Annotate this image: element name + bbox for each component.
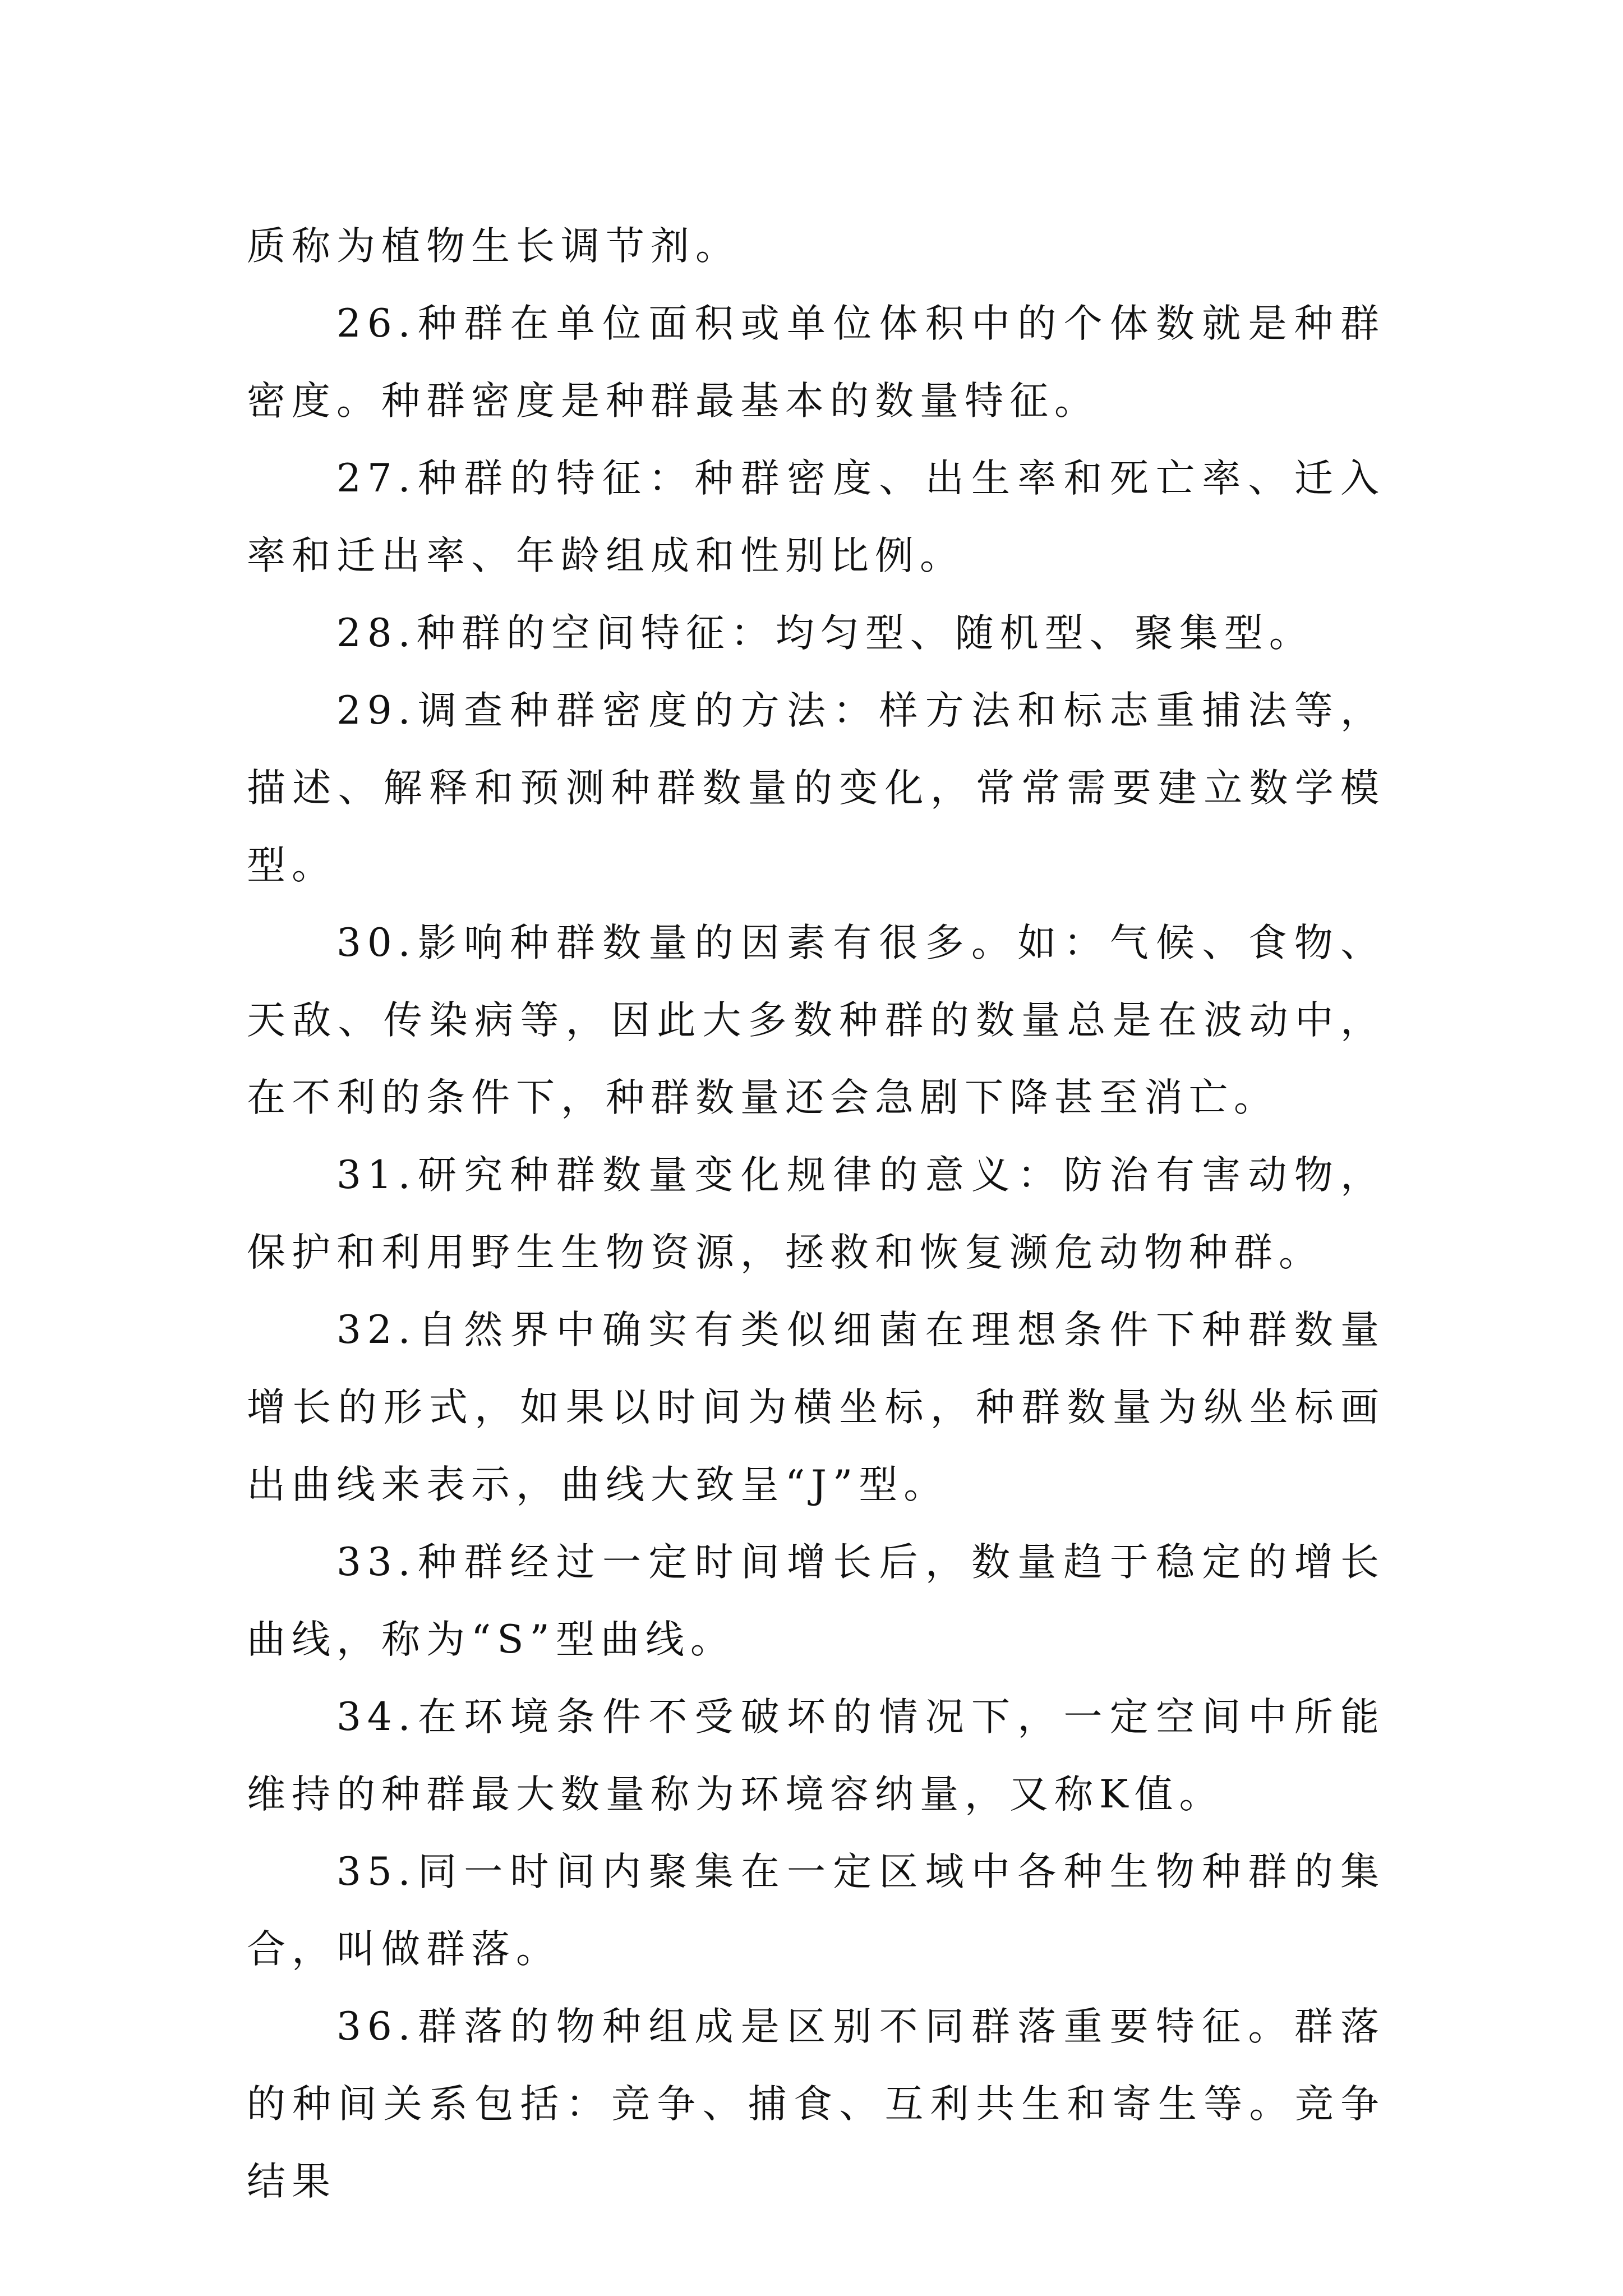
paragraph-item-31: 31.研究种群数量变化规律的意义：防治有害动物，保护和利用野生生物资源，拯救和恢复濒危动物种群。 — [247, 1153, 1385, 1275]
paragraph-item-34: 34.在环境条件不受破坏的情况下，一定空间中所能维持的种群最大数量称为环境容纳量，又称K值。 — [247, 1695, 1385, 1817]
paragraph-item-30: 30.影响种群数量的因素有很多。如：气候、食物、天敌、传染病等，因此大多数种群的数量总是在波动中，在不利的条件下，种群数量还会急剧下降甚至消亡。 — [247, 921, 1385, 1120]
paragraph-item-29: 29.调查种群密度的方法：样方法和标志重捕法等，描述、解释和预测种群数量的变化，常常需要建立数学模型。 — [247, 688, 1385, 888]
document-body — [247, 208, 1385, 2220]
paragraph-continuation: 质称为植物生长调节剂。 — [247, 224, 740, 269]
paragraph-item-35: 35.同一时间内聚集在一定区域中各种生物种群的集合，叫做群落。 — [247, 1849, 1385, 1972]
paragraph-item-28: 28.种群的空间特征：均匀型、随机型、聚集型。 — [336, 611, 1314, 656]
paragraph-item-27: 27.种群的特征：种群密度、出生率和死亡率、迁入率和迁出率、年龄组成和性别比例。 — [247, 456, 1385, 578]
paragraph-item-26: 26.种群在单位面积或单位体积中的个体数就是种群密度。种群密度是种群最基本的数量特征。 — [247, 301, 1385, 424]
paragraph-item-32: 32.自然界中确实有类似细菌在理想条件下种群数量增长的形式，如果以时间为横坐标，种群数量为纵坐标画出曲线来表示，曲线大致呈“J”型。 — [247, 1308, 1385, 1507]
paragraph-item-36: 36.群落的物种组成是区别不同群落重要特征。群落的种间关系包括：竞争、捕食、互利共生和寄生等。竞争结果 — [247, 2004, 1385, 2204]
paragraph-item-33: 33.种群经过一定时间增长后，数量趋于稳定的增长曲线，称为“S”型曲线。 — [247, 1540, 1385, 1662]
